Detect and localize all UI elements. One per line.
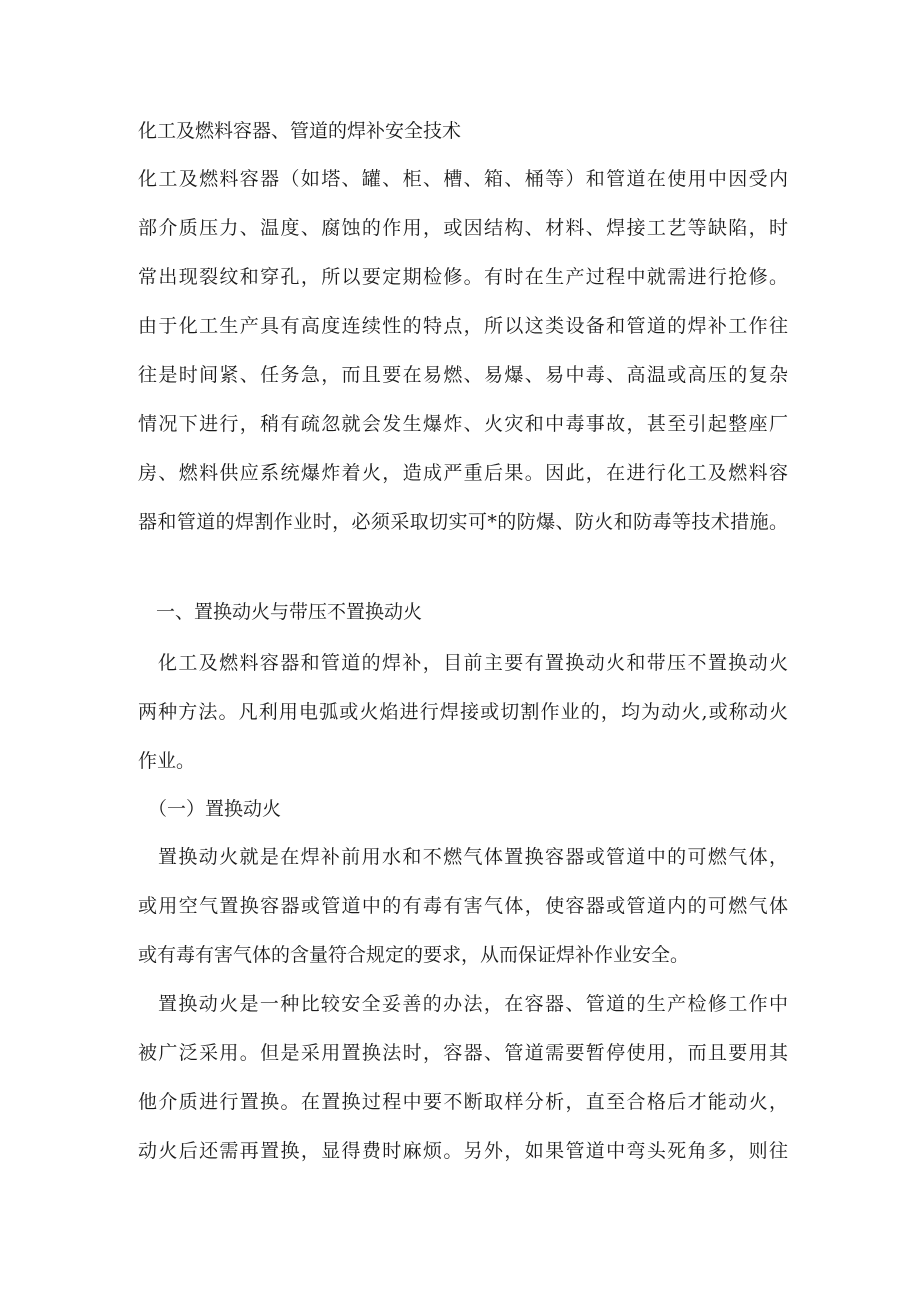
section-para-line: 化工及燃料容器和管道的焊补，目前主要有置换动火和带压不置换动火 xyxy=(158,652,788,674)
subsection-para-line: 他介质进行置换。在置换过程中要不断取样分析，直至合格后才能动火， xyxy=(138,1091,788,1113)
subsection-para-line: 动火后还需再置换，显得费时麻烦。另外，如果管道中弯头死角多，则往 xyxy=(138,1140,788,1162)
intro-line: 情况下进行，稍有疏忽就会发生爆炸、火灾和中毒事故，甚至引起整座厂 xyxy=(138,413,788,435)
intro-line: 往是时间紧、任务急，而且要在易燃、易爆、易中毒、高温或高压的复杂 xyxy=(138,364,788,386)
section-heading: 一、置换动火与带压不置换动火 xyxy=(156,601,423,623)
subsection-para-line: 置换动火是一种比较安全妥善的办法，在容器、管道的生产检修工作中 xyxy=(158,993,788,1015)
document-title: 化工及燃料容器、管道的焊补安全技术 xyxy=(138,120,462,142)
subsection-para-line: 或有毒有害气体的含量符合规定的要求，从而保证焊补作业安全。 xyxy=(138,944,690,966)
intro-line: 房、燃料供应系统爆炸着火，造成严重后果。因此，在进行化工及燃料容 xyxy=(138,462,788,484)
intro-line: 常出现裂纹和穿孔，所以要定期检修。有时在生产过程中就需进行抢修。 xyxy=(138,266,788,288)
subsection-heading: （一）置换动火 xyxy=(148,798,282,820)
subsection-para-line: 或用空气置换容器或管道中的有毒有害气体，使容器或管道内的可燃气体 xyxy=(138,895,788,917)
section-para-line: 作业。 xyxy=(138,750,196,772)
subsection-para-line: 被广泛采用。但是采用置换法时，容器、管道需要暂停使用，而且要用其 xyxy=(138,1042,788,1064)
subsection-para-line: 置换动火就是在焊补前用水和不燃气体置换容器或管道中的可燃气体， xyxy=(158,846,788,868)
intro-line: 化工及燃料容器（如塔、罐、柜、槽、箱、桶等）和管道在使用中因受内 xyxy=(138,168,788,190)
intro-line: 器和管道的焊割作业时，必须采取切实可*的防爆、防火和防毒等技术措施。 xyxy=(138,511,788,533)
intro-line: 由于化工生产具有高度连续性的特点，所以这类设备和管道的焊补工作往 xyxy=(138,315,788,337)
section-para-line: 两种方法。凡利用电弧或火焰进行焊接或切割作业的，均为动火,或称动火 xyxy=(138,701,788,723)
intro-line: 部介质压力、温度、腐蚀的作用，或因结构、材料、焊接工艺等缺陷，时 xyxy=(138,217,788,239)
